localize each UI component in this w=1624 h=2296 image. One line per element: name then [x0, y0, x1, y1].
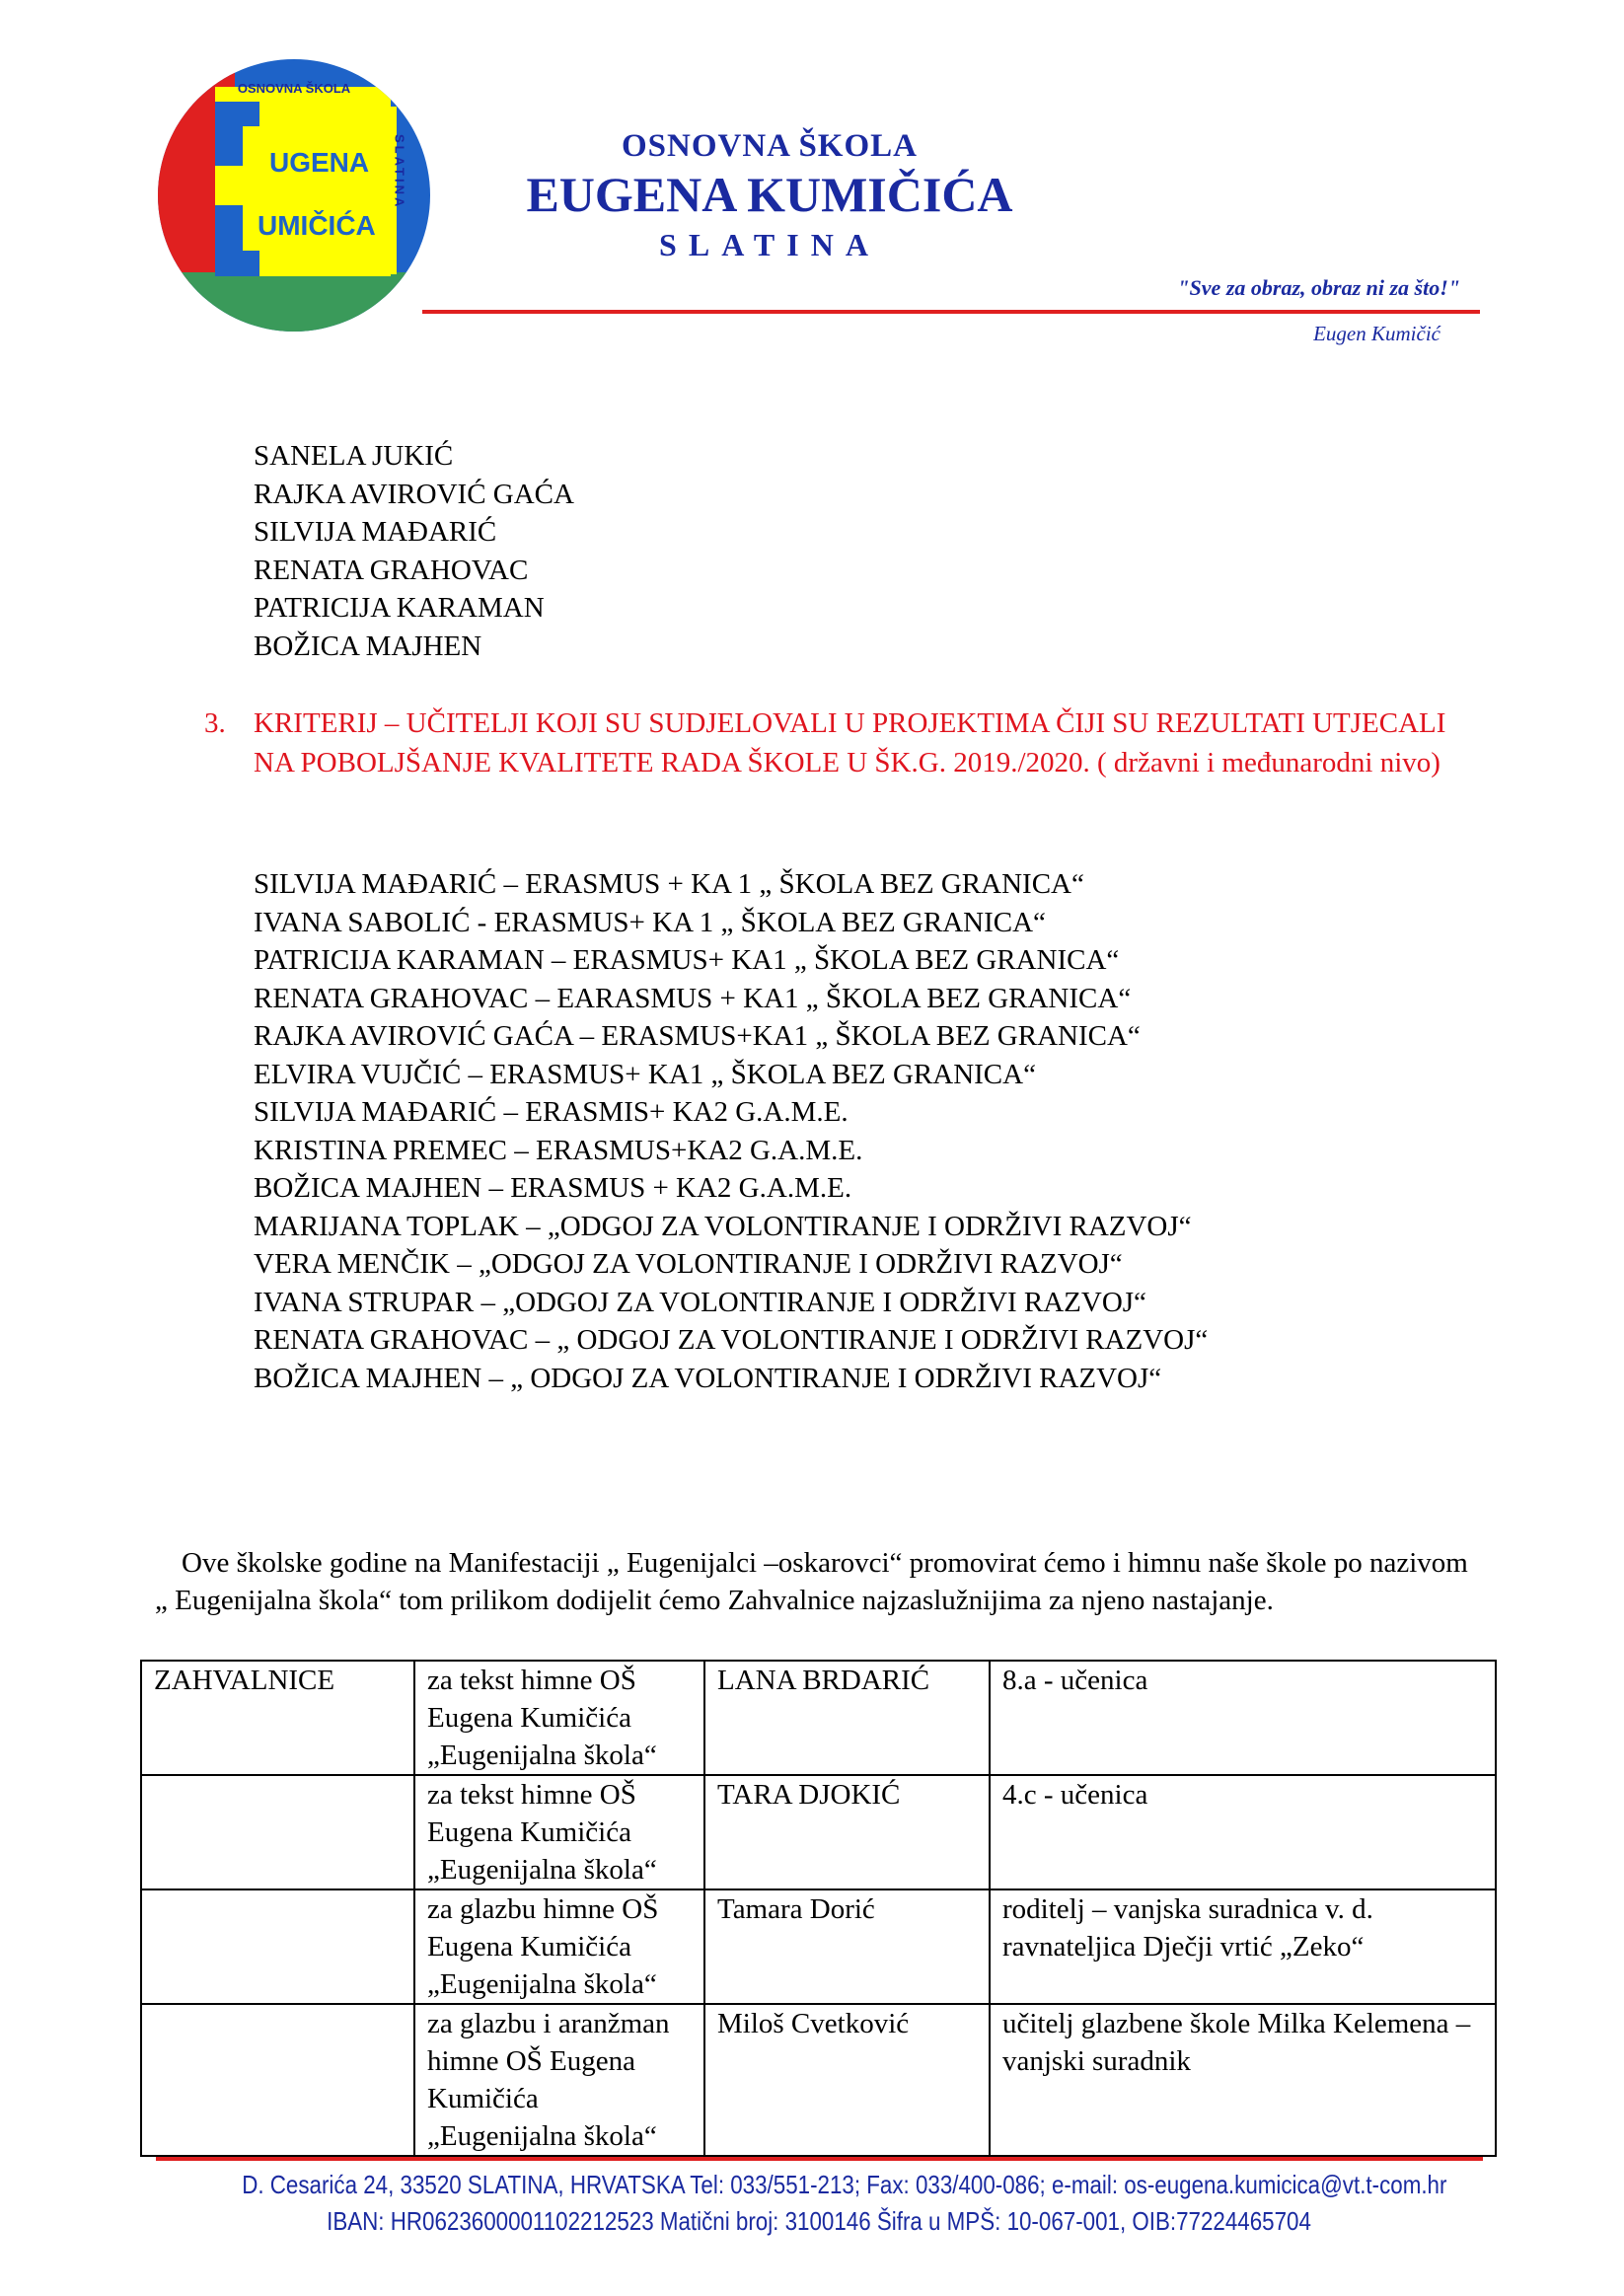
footer-line1: D. Cesarića 24, 33520 SLATINA, HRVATSKA Tel: 033/551-213; Fax: 033/400-086; e-mail: os-eugena.kumicica@vt.t-com.hr	[242, 2170, 1447, 2199]
footer-divider	[156, 2157, 1483, 2161]
table-cell-contribution: za glazbu i aranžman himne OŠ Eugena Kumičića „Eugenijalna škola“	[414, 2004, 704, 2156]
table-cell-person: TARA DJOKIĆ	[704, 1775, 990, 1889]
logo-top-text: OSNOVNA ŠKOLA	[237, 81, 351, 96]
school-name-line3: SLATINA	[659, 227, 880, 262]
table-row	[141, 1889, 1496, 2004]
project-item: IVANA STRUPAR – „ODGOJ ZA VOLONTIRANJE I ODRŽIVI RAZVOJ“	[254, 1286, 1146, 1318]
school-name-line2: EUGENA KUMIČIĆA	[526, 167, 1013, 222]
table-cell-category	[141, 1889, 414, 2004]
project-item: VERA MENČIK – „ODGOJ ZA VOLONTIRANJE I ODRŽIVI RAZVOJ“	[254, 1248, 1123, 1280]
logo-side-text: SLATINA	[392, 134, 407, 210]
table-cell-contribution: za tekst himne OŠ Eugena Kumičića „Eugenijalna škola“	[414, 1661, 704, 1775]
name-item: BOŽICA MAJHEN	[254, 630, 482, 662]
table-row	[141, 2004, 1496, 2156]
table-cell-contribution: za glazbu himne OŠ Eugena Kumičića „Eugenijalna škola“	[414, 1889, 704, 2004]
name-item: PATRICIJA KARAMAN	[254, 592, 545, 624]
intro-text: Ove školske godine na Manifestaciji „ Eugenijalci –oskarovci“ promovirat ćemo i himnu naše škole po nazivom „ Eugenijalna škola“ tom prilikom dodijelit ćemo Zahvalnice najzaslužnijima za njeno nastajanje.	[155, 1547, 1468, 1616]
table-cell-category: ZAHVALNICE	[141, 1661, 414, 1775]
project-item: BOŽICA MAJHEN – ERASMUS + KA2 G.A.M.E.	[254, 1172, 852, 1204]
header-divider	[422, 310, 1480, 314]
table-cell-role: 8.a - učenica	[990, 1661, 1496, 1775]
footer-line2: IBAN: HR0623600001102212523 Matični broj: 3100146 Šifra u MPŠ: 10-067-001, OIB:77224465704	[327, 2206, 1311, 2236]
table-cell-person: Miloš Cvetković	[704, 2004, 990, 2156]
intro-paragraph	[155, 1544, 1477, 1619]
school-name	[464, 126, 1075, 266]
project-item: IVANA SABOLIĆ - ERASMUS+ KA 1 „ ŠKOLA BEZ GRANICA“	[254, 906, 1046, 938]
table-cell-role: učitelj glazbene škole Milka Kelemena – vanjski suradnik	[990, 2004, 1496, 2156]
table-cell-category	[141, 2004, 414, 2156]
table-cell-role: roditelj – vanjska suradnica v. d. ravnateljica Dječji vrtić „Zeko“	[990, 1889, 1496, 2004]
project-item: SILVIJA MAĐARIĆ – ERASMUS + KA 1 „ ŠKOLA BEZ GRANICA“	[254, 868, 1084, 900]
project-item: PATRICIJA KARAMAN – ERASMUS+ KA1 „ ŠKOLA BEZ GRANICA“	[254, 944, 1120, 976]
project-item: KRISTINA PREMEC – ERASMUS+KA2 G.A.M.E.	[254, 1134, 863, 1166]
footer-address	[242, 2167, 1447, 2240]
thanks-table	[140, 1660, 1497, 2157]
table-row	[141, 1775, 1496, 1889]
name-item: RAJKA AVIROVIĆ GAĆA	[254, 478, 574, 510]
name-item: RENATA GRAHOVAC	[254, 554, 529, 586]
project-item: RENATA GRAHOVAC – EARASMUS + KA1 „ ŠKOLA BEZ GRANICA“	[254, 982, 1132, 1014]
project-item: BOŽICA MAJHEN – „ ODGOJ ZA VOLONTIRANJE I ODRŽIVI RAZVOJ“	[254, 1362, 1162, 1394]
table-cell-person: Tamara Dorić	[704, 1889, 990, 2004]
name-item: SANELA JUKIĆ	[254, 440, 454, 472]
name-item: SILVIJA MAĐARIĆ	[254, 516, 497, 548]
school-name-line1: OSNOVNA ŠKOLA	[622, 128, 918, 164]
names-list	[254, 437, 574, 665]
logo-word1: UGENA	[269, 147, 370, 178]
motto: "Sve za obraz, obraz ni za što!"	[1177, 275, 1460, 300]
school-logo	[156, 57, 432, 333]
project-item: RENATA GRAHOVAC – „ ODGOJ ZA VOLONTIRANJE I ODRŽIVI RAZVOJ“	[254, 1324, 1209, 1356]
projects-list	[254, 865, 1208, 1397]
motto-author: Eugen Kumičić	[1313, 322, 1440, 345]
table-cell-person: LANA BRDARIĆ	[704, 1661, 990, 1775]
project-item: SILVIJA MAĐARIĆ – ERASMIS+ KA2 G.A.M.E.	[254, 1096, 849, 1128]
project-item: ELVIRA VUJČIĆ – ERASMUS+ KA1 „ ŠKOLA BEZ GRANICA“	[254, 1058, 1036, 1090]
criterion-number: 3.	[204, 707, 226, 739]
table-cell-category	[141, 1775, 414, 1889]
logo-word2: UMIČIĆA	[258, 210, 376, 241]
table-row	[141, 1661, 1496, 1775]
project-item: MARIJANA TOPLAK – „ODGOJ ZA VOLONTIRANJE I ODRŽIVI RAZVOJ“	[254, 1210, 1192, 1242]
table-cell-role: 4.c - učenica	[990, 1775, 1496, 1889]
table-cell-contribution: za tekst himne OŠ Eugena Kumičića „Eugenijalna škola“	[414, 1775, 704, 1889]
project-item: RAJKA AVIROVIĆ GAĆA – ERASMUS+KA1 „ ŠKOLA BEZ GRANICA“	[254, 1020, 1141, 1052]
criterion-text: KRITERIJ – UČITELJI KOJI SU SUDJELOVALI U PROJEKTIMA ČIJI SU REZULTATI UTJECALI NA POBOLJŠANJE KVALITETE RADA ŠKOLE U ŠK.G. 2019./2020. ( državni i međunarodni nivo)	[254, 707, 1446, 778]
